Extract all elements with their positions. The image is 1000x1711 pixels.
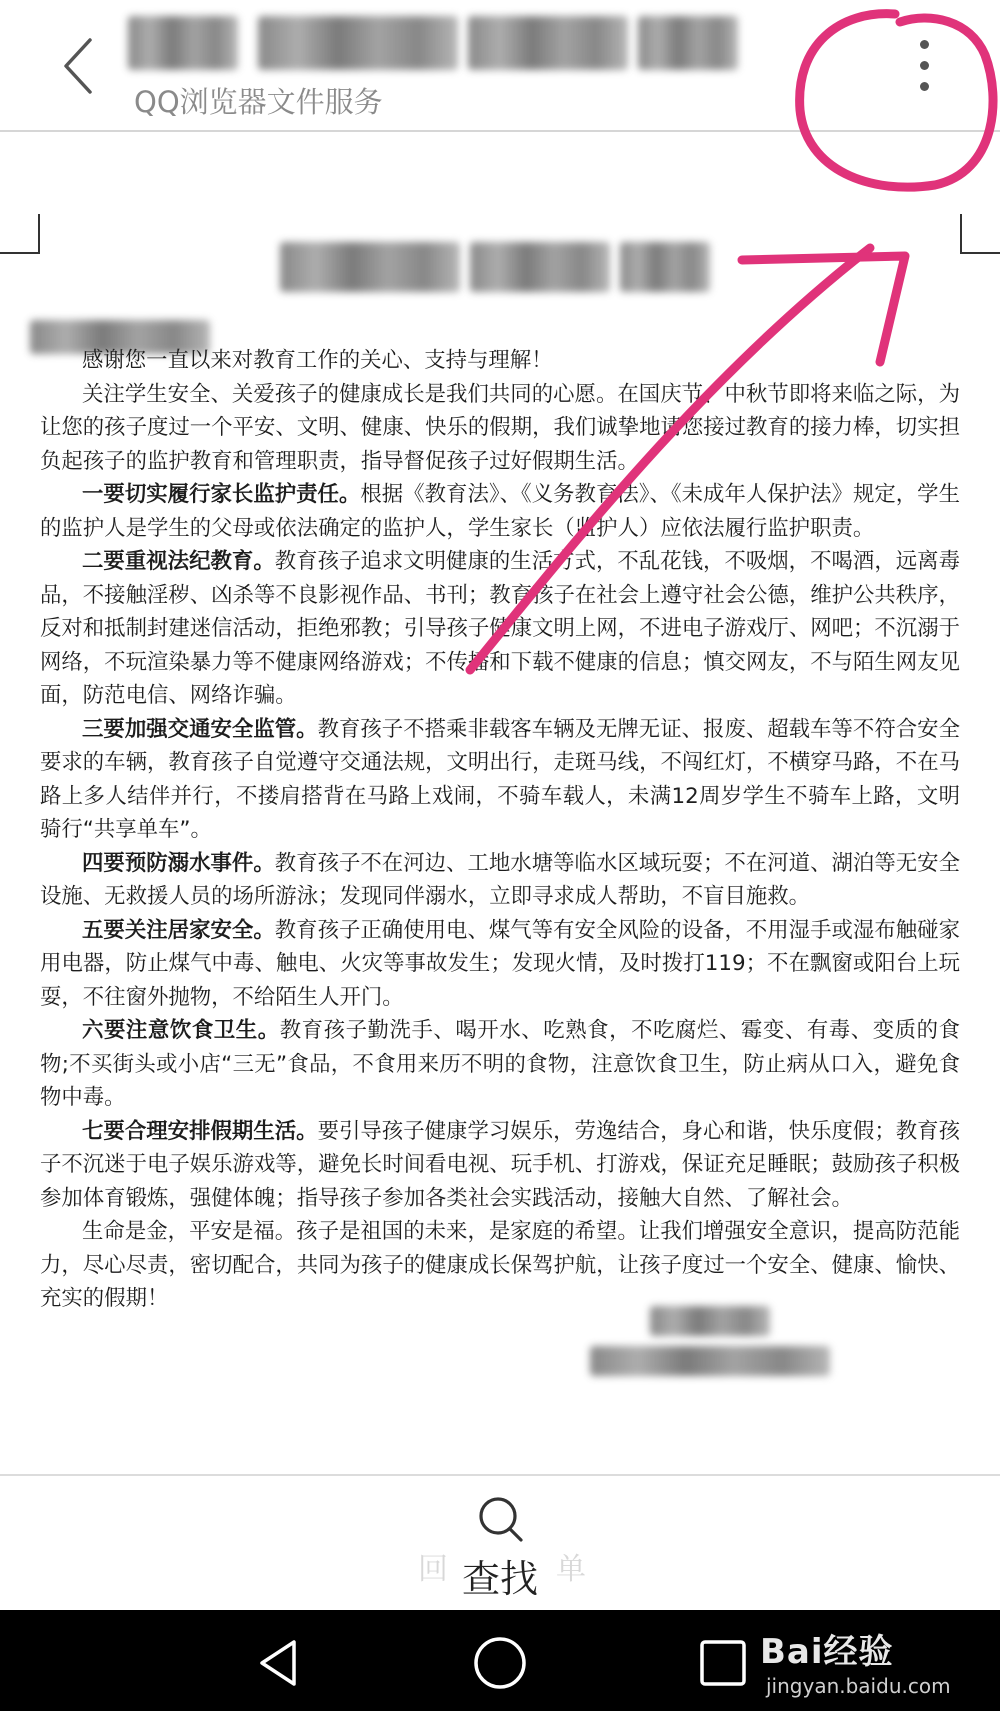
- bottom-toolbar: [0, 1474, 1000, 1610]
- paragraph: 五要关注居家安全。教育孩子正确使用电、煤气等有安全风险的设备，不用湿手或湿布触碰家用电器，防止煤气中毒、触电、火灾等事故发生；发现火情，及时拨打119；不在飘窗或阳台上玩耍，不往窗外抛物，不给陌生人开门。: [40, 917, 960, 1010]
- header-subtitle: QQ浏览器文件服务: [134, 85, 383, 119]
- paragraph: 一要切实履行家长监护责任。根据《教育法》、《义务教育法》、《未成年人保护法》规定，学生的监护人是学生的父母或依法确定的监护人，学生家长（监护人）应依法履行监护职责。: [40, 482, 960, 541]
- document-body: [40, 344, 960, 1316]
- find-label: 查找: [461, 1557, 538, 1601]
- more-menu-button[interactable]: [900, 30, 948, 100]
- page-corner-mark: [0, 214, 40, 254]
- paragraph: 生命是金，平安是福。孩子是祖国的未来，是家庭的希望。让我们增强安全意识，提高防范能力，尽心尽责，密切配合，共同为孩子的健康成长保驾护航，让孩子度过一个安全、健康、愉快、充实的假期！: [40, 1219, 960, 1311]
- signature-redacted: [590, 1306, 850, 1386]
- document-viewer[interactable]: [0, 134, 1000, 1474]
- baidu-jingyan-watermark: [760, 1624, 996, 1704]
- paragraph: 感谢您一直以来对教育工作的关心、支持与理解！: [82, 348, 553, 373]
- watermark-logo: Bai经验: [760, 1632, 894, 1672]
- back-button[interactable]: [52, 30, 112, 100]
- nav-back-button[interactable]: [246, 1628, 316, 1698]
- app-header: [0, 0, 1000, 132]
- paragraph: 三要加强交通安全监管。教育孩子不搭乘非载客车辆及无牌无证、报废、超载车等不符合安全要求的车辆，教育孩子自觉遵守交通法规，文明出行，走斑马线，不闯红灯，不横穿马路，不在马路上多人结伴并行，不搂肩搭背在马路上戏闹，不骑车载人，未满12周岁学生不骑车上路，文明骑行“共享单车”。: [40, 716, 960, 842]
- document-title-redacted: [280, 242, 710, 298]
- square-recent-icon: [688, 1628, 758, 1698]
- paragraph: 关注学生安全、关爱孩子的健康成长是我们共同的心愿。在国庆节、中秋节即将来临之际，为让您的孩子度过一个平安、文明、健康、快乐的假期，我们诚挚地请您接过教育的接力棒，切实担负起孩子的监护教育和管理职责，指导督促孩子过好假期生活。: [40, 381, 960, 474]
- circle-home-icon: [465, 1628, 535, 1698]
- watermark-url: jingyan.baidu.com: [766, 1674, 951, 1698]
- paragraph: 四要预防溺水事件。教育孩子不在河边、工地水塘等临水区域玩耍；不在河道、湖泊等无安全设施、无救援人员的场所游泳；发现同伴溺水，立即寻求成人帮助，不盲目施救。: [40, 850, 960, 909]
- paragraph: 六要注意饮食卫生。教育孩子勤洗手、喝开水、吃熟食，不吃腐烂、霉变、有毒、变质的食物;不买街头或小店“三无”食品，不食用来历不明的食物，注意饮食卫生，防止病从口入，避免食物中毒。: [40, 1018, 960, 1110]
- triangle-back-icon: [246, 1628, 316, 1698]
- system-navigation-bar: [0, 1610, 1000, 1711]
- nav-recent-button[interactable]: [688, 1628, 758, 1698]
- header-title-redacted: [128, 16, 738, 76]
- faded-label: 回: [418, 1552, 448, 1587]
- page-corner-mark: [960, 214, 1000, 254]
- search-icon: [474, 1492, 526, 1544]
- chevron-left-icon: [52, 30, 112, 100]
- paragraph: 七要合理安排假期生活。要引导孩子健康学习娱乐，劳逸结合，身心和谐，快乐度假；教育孩子不沉迷于电子娱乐游戏等，避免长时间看电视、玩手机、打游戏，保证充足睡眠；鼓励孩子积极参加体育锻炼，强健体魄；指导孩子参加各类社会实践活动，接触大自然、了解社会。: [40, 1118, 960, 1211]
- paragraph: 二要重视法纪教育。教育孩子追求文明健康的生活方式，不乱花钱，不吸烟，不喝酒，远离毒品，不接触淫秽、凶杀等不良影视作品、书刊；教育孩子在社会上遵守社会公德，维护公共秩序，反对和抵制封建迷信活动，拒绝邪教；引导孩子健康文明上网，不进电子游戏厅、网吧；不沉溺于网络，不玩渲染暴力等不健康网络游戏；不传播和下载不健康的信息；慎交网友，不与陌生网友见面，防范电信、网络诈骗。: [40, 549, 960, 708]
- faded-label: 单: [556, 1552, 586, 1587]
- nav-home-button[interactable]: [465, 1628, 535, 1698]
- more-vertical-icon: [920, 40, 929, 49]
- find-button[interactable]: [430, 1492, 570, 1604]
